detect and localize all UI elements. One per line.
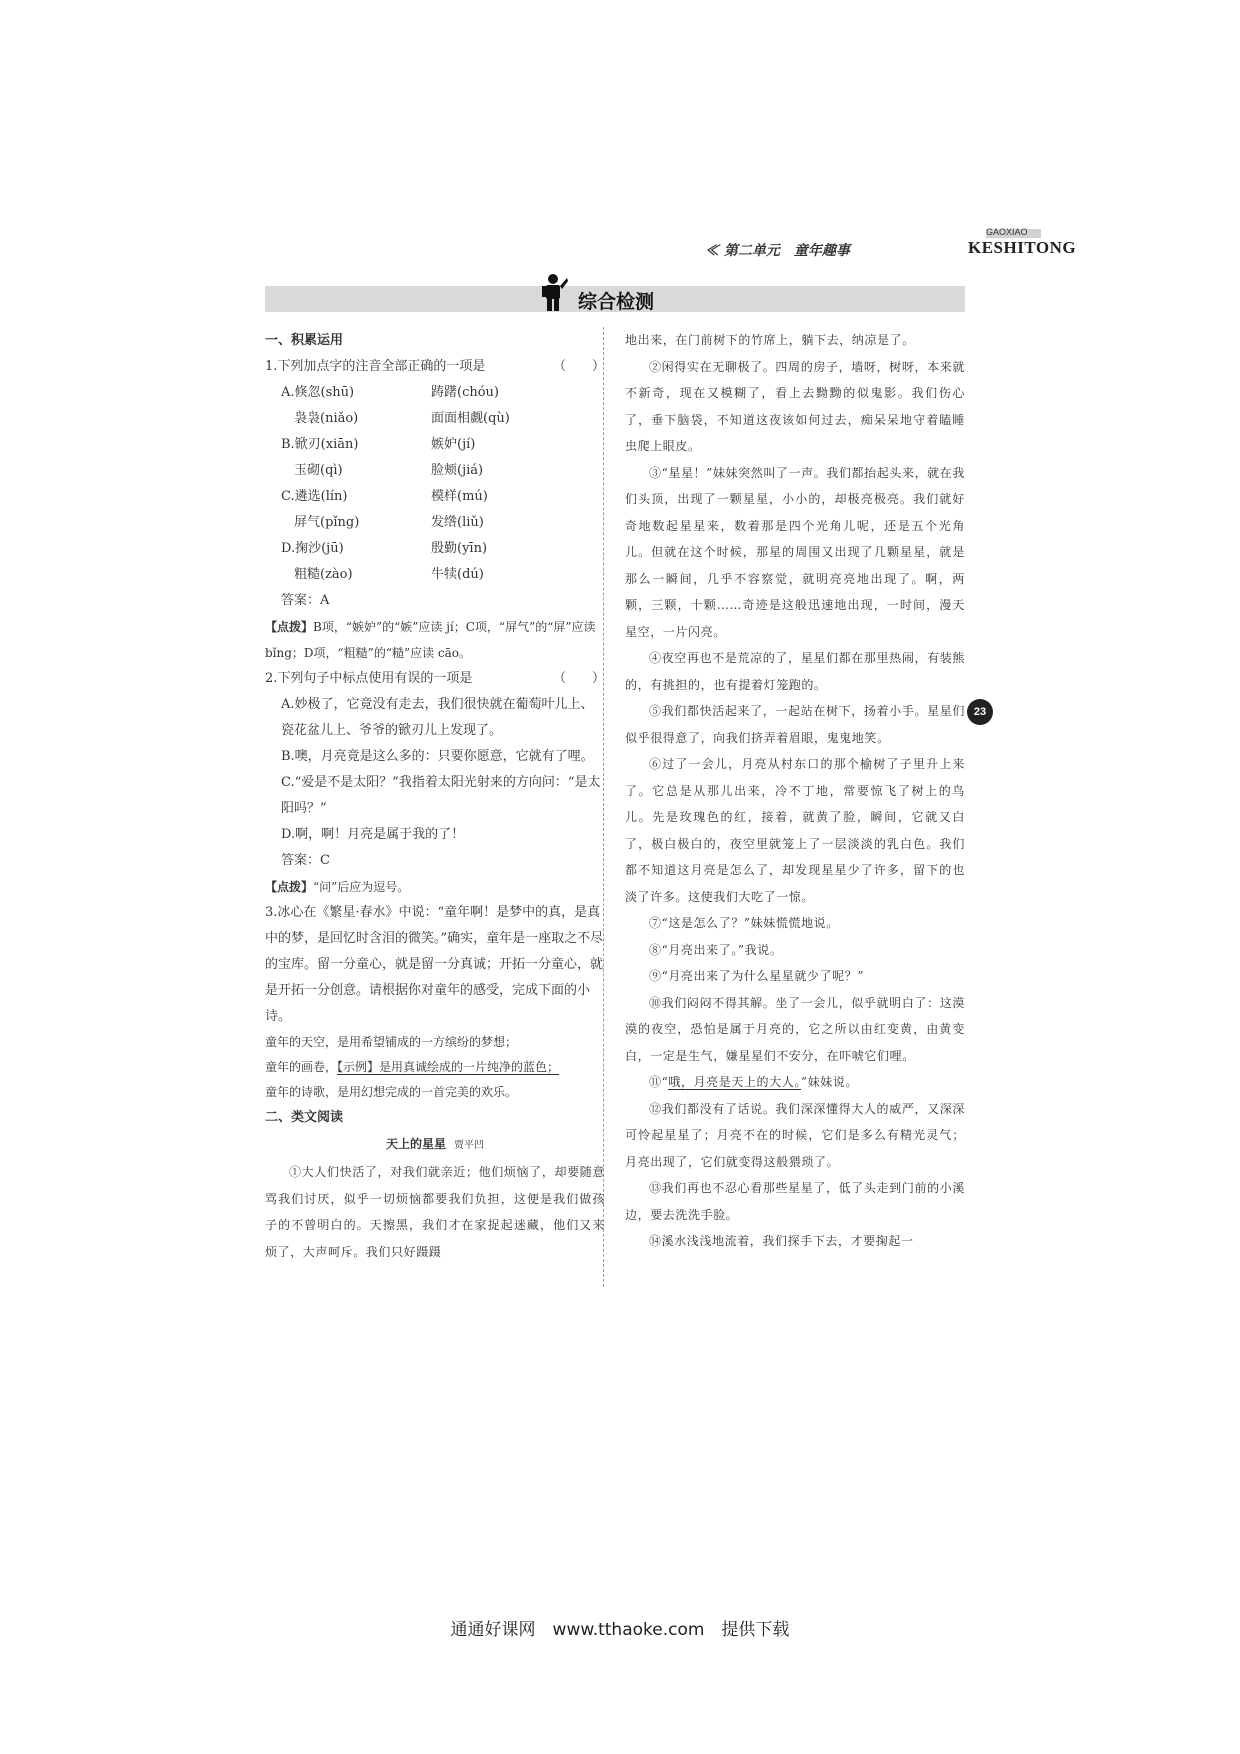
story-paragraph-6: ⑥过了一会儿，月亮从村东口的那个榆树了子里升上来了。它总是从那儿出来，冷不丁地，常要惊飞了树上的鸟儿。先是玫瑰色的红，接着，就黄了脸，瞬间，它就又白了，极白极白的，夜空里就笼上了一层淡淡的乳白色。我们都不知道这月亮是怎么了，却发现星星少了许多，留下的也淡了许多。这使我们大吃了一惊。 [625, 757, 965, 904]
answer-blank: （ ） [552, 671, 605, 686]
right-column [625, 327, 965, 1255]
option-cell: 殷勤(yīn) [431, 541, 488, 556]
option-cell: B.锨刃(xiān) [281, 437, 359, 452]
question-2-option-d: D.啊，啊！月亮是属于我的了！ [281, 827, 465, 842]
poem-line-3: 童年的诗歌，是用幻想完成的一首完美的欢乐。 [265, 1085, 518, 1099]
page-number: 23 [967, 699, 993, 725]
tip-text: “问”后应为逗号。 [313, 880, 410, 894]
header-brand: KESHITONG [968, 238, 1077, 257]
option-cell: 脸颊(jiá) [431, 463, 484, 478]
poem-line-1: 童年的天空，是用希望铺成的一方缤纷的梦想； [265, 1035, 518, 1049]
question-2-tip [265, 874, 605, 900]
story-paragraph-4: ④夜空再也不是荒凉的了，星星们都在那里热闹，有装熊的，有挑担的，也有提着灯笼跑的。 [625, 651, 965, 692]
question-1-tip [265, 614, 605, 666]
story-paragraph-2: ②闲得实在无聊极了。四周的房子，墙呀，树呀，本来就不新奇，现在又模糊了，看上去黝黝的似鬼影。我们伤心了，垂下脑袋，不知道这夜该如何过去，痴呆呆地守着瞌睡虫爬上眼皮。 [625, 359, 965, 453]
option-cell: 袅袅(niǎo) [281, 411, 359, 426]
option-cell: D.掬沙(jū) [281, 541, 344, 556]
option-cell: 牛犊(dú) [431, 567, 484, 582]
question-1-options [265, 380, 605, 588]
tip-label: 【点拨】 [265, 620, 314, 634]
poem-line-2 [265, 1055, 605, 1080]
p11-open: ⑪“ [649, 1075, 669, 1089]
tip-label: 【点拨】 [265, 880, 314, 894]
story-paragraph-13: ⑬我们再也不忍心看那些星星了，低了头走到门前的小溪边，要去洗洗手脸。 [625, 1181, 965, 1222]
person-icon [541, 272, 569, 312]
option-row [265, 562, 605, 588]
story-paragraph-1: ①大人们快活了，对我们就亲近；他们烦恼了，却要随意骂我们讨厌，似乎一切烦恼都要我们负担，这便是我们做孩子的不曾明白的。天擦黑，我们才在家捉起迷藏，他们又来烦了，大声呵斥。我们只好蹑蹑 [265, 1165, 605, 1259]
question-2-option-b: B.噢，月亮竟是这么多的：只要你愿意，它就有了哩。 [281, 749, 594, 764]
question-2-option-a: A.妙极了，它竟没有走去，我们很快就在葡萄叶儿上、瓷花盆儿上、爷爷的锨刃儿上发现了。 [281, 697, 594, 738]
option-row [265, 380, 605, 406]
question-2-text: 2.下列句子中标点使用有误的一项是 [265, 671, 473, 686]
poem-line-2-start: 童年的画卷， [265, 1060, 338, 1074]
header-unit-title: ≪ 第二单元 童年趣事 [705, 243, 850, 259]
option-cell: A.倏忽(shū) [281, 385, 355, 400]
story-title [265, 1131, 605, 1159]
left-column [265, 328, 605, 1265]
story-paragraph-14: ⑭溪水浅浅地流着，我们探手下去，才要掬起一 [649, 1234, 914, 1248]
option-cell: 屏气(pǐng) [281, 515, 360, 530]
option-cell: 粗糙(zào) [281, 567, 353, 582]
option-row [265, 536, 605, 562]
tip-text: B项，“嫉妒”的“嫉”应读 jí；C项，“屏气”的“屏”应读 bǐng；D项，“粗糙”的“糙”应读 cāo。 [265, 620, 596, 660]
story-paragraph-9: ⑨“月亮出来了为什么星星就少了呢？” [649, 969, 865, 983]
question-2 [265, 666, 605, 692]
question-2-answer: 答案：C [281, 853, 330, 868]
story-paragraph-5: ⑤我们都快活起来了，一起站在树下，扬着小手。星星们似乎很得意了，向我们挤弄着眉眼，鬼鬼地笑。 [625, 704, 965, 745]
p11-underlined: 哦，月亮是天上的大人。 [668, 1075, 801, 1089]
story-paragraph-1-continued: 地出来，在门前树下的竹席上，躺下去，纳凉是了。 [625, 333, 915, 347]
section-heading-1: 一、积累运用 [265, 333, 344, 348]
question-2-option-c: C.“爱是不是太阳？”我指着太阳光射来的方向问：“是太阳吗？” [281, 775, 601, 816]
footer-download-note: 通通好课网 www.tthaoke.com 提供下载 [450, 1620, 790, 1640]
answer-blank: （ ） [552, 359, 605, 374]
story-title-text: 天上的星星 [385, 1137, 446, 1151]
question-1-answer: 答案：A [281, 593, 330, 608]
story-paragraph-8: ⑧“月亮出来了。”我说。 [649, 942, 783, 957]
option-cell: 嫉妒(jí) [431, 437, 476, 452]
p11-close: ”妹妹说。 [800, 1075, 859, 1089]
banner-title: 综合检测 [578, 291, 655, 313]
option-cell: 踌躇(chóu) [431, 385, 499, 400]
question-1 [265, 354, 605, 380]
option-row [265, 458, 605, 484]
option-row [265, 510, 605, 536]
option-cell: C.遴选(lín) [281, 489, 348, 504]
question-1-text: 1.下列加点字的注音全部正确的一项是 [265, 359, 486, 374]
story-paragraph-7: ⑦“这是怎么了？”妹妹慌慌地说。 [649, 916, 839, 930]
option-row [265, 406, 605, 432]
header-gaoxiao: GAOXIAO [986, 227, 1028, 237]
option-cell: 发绺(liǔ) [431, 515, 484, 530]
section-heading-2: 二、类文阅读 [265, 1110, 344, 1125]
option-row [265, 484, 605, 510]
story-paragraph-12: ⑫我们都没有了话说。我们深深懂得大人的威严，又深深可怜起星星了；月亮不在的时候，它们是多么有精光灵气；月亮出现了，它们就变得这般猥琐了。 [625, 1101, 965, 1169]
option-cell: 模样(mú) [431, 489, 488, 504]
story-paragraph-10: ⑩我们闷闷不得其解。坐了一会儿，似乎就明白了：这漠漠的夜空，恐怕是属于月亮的，它之所以由红变黄，由黄变白，一定是生气，嫌星星们不安分，在吓唬它们哩。 [625, 995, 965, 1063]
option-row [265, 432, 605, 458]
poem-example-answer: 【示例】是用真诚绘成的一片纯净的蓝色； [337, 1060, 560, 1074]
option-cell: 玉砌(qì) [281, 463, 343, 478]
story-paragraph-11 [625, 1069, 965, 1096]
story-author: 贾平凹 [454, 1140, 484, 1151]
story-paragraph-3: ③“星星！”妹妹突然叫了一声。我们都抬起头来，就在我们头顶，出现了一颗星星，小小的，却极亮极亮。我们就好奇地数起星星来，数着那是四个光角儿呢，还是五个光角儿。但就在这个时候，那星的周围又出现了几颗星星，就是那么一瞬间，几乎不容察觉，就明亮亮地出现了。啊，两颗，三颗，十颗……奇迹是这般迅速地出现，一时间，漫天星空，一片闪亮。 [625, 465, 965, 639]
question-3-text: 3.冰心在《繁星·春水》中说：“童年啊！是梦中的真，是真中的梦，是回忆时含泪的微笑。”确实，童年是一座取之不尽的宝库。留一分童心，就是留一分真诚；开拓一分童心，就是开拓一分创意。请根据你对童年的感受，完成下面的小诗。 [265, 905, 604, 1024]
option-cell: 面面相觑(qù) [431, 411, 510, 426]
